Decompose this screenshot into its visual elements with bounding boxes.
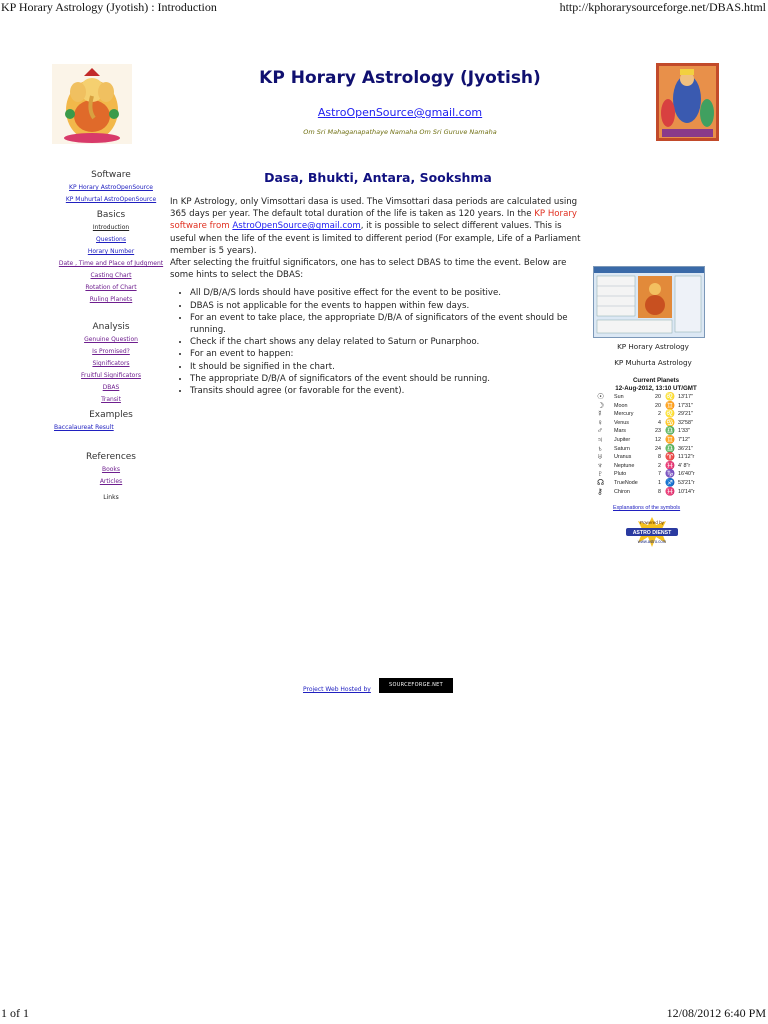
- sidebar-heading-analysis: Analysis: [92, 322, 130, 332]
- zodiac-sign-icon: ♎: [665, 443, 675, 453]
- print-footer-date: 12/08/2012 6:40 PM: [666, 1006, 766, 1020]
- site-title: KP Horary Astrology (Jyotish): [259, 68, 541, 88]
- sidebar-link-casting-chart[interactable]: Casting Chart: [90, 272, 132, 279]
- planet-degree: 4' 8"r: [678, 462, 691, 469]
- intro-paragraph: [170, 196, 582, 257]
- planet-name: Saturn: [614, 445, 630, 452]
- print-footer-page: 1 of 1: [1, 1006, 29, 1020]
- sidebar-nav: [50, 166, 172, 506]
- planet-degree: 11'12"r: [678, 454, 695, 461]
- kp-software-link[interactable]: KP Horary software from: [170, 209, 577, 232]
- print-header-title: KP Horary Astrology (Jyotish) : Introduction: [1, 0, 217, 14]
- zodiac-sign-icon: ♎: [665, 426, 675, 436]
- sidebar-link-ruling-planets[interactable]: Ruling Planets: [89, 296, 133, 303]
- hosted-by-link[interactable]: Project Web Hosted by: [303, 686, 371, 693]
- sidebar-link-fruitful-significators[interactable]: Fruitful Significators: [81, 372, 141, 379]
- planet-degree: 13'17": [678, 394, 693, 400]
- sourceforge-badge[interactable]: SOURCEFORGE.NET: [379, 678, 453, 693]
- print-footer: [0, 1006, 768, 1022]
- planet-symbol-icon: ♀: [597, 417, 603, 427]
- planet-house: 8: [658, 488, 661, 495]
- planet-name: Pluto: [614, 471, 627, 478]
- print-header: [0, 0, 768, 16]
- sidebar-link-is-promised[interactable]: Is Promised?: [92, 348, 130, 355]
- sidebar-links-label: Links: [103, 494, 119, 501]
- site-mantra: Om Sri Mahaganapathaye Namaha Om Sri Guruve Namaha: [303, 128, 497, 136]
- site-email-link[interactable]: AstroOpenSource@gmail.com: [317, 106, 483, 119]
- planet-house: 1: [658, 479, 661, 486]
- planet-degree: 10'14"r: [678, 488, 695, 495]
- planet-symbol-icon: ♇: [597, 469, 603, 479]
- planet-house: 20: [655, 394, 661, 400]
- planet-row: [595, 436, 717, 445]
- planet-symbol-icon: ♄: [597, 443, 603, 453]
- zodiac-sign-icon: ♊: [665, 434, 675, 444]
- planet-house: 2: [658, 462, 661, 469]
- planet-degree: 53'21"r: [678, 479, 695, 486]
- planet-row: [595, 410, 717, 419]
- software-screenshot-image[interactable]: [593, 266, 705, 338]
- planet-name: Mars: [614, 428, 626, 435]
- sidebar-link-dbas[interactable]: DBAS: [102, 384, 120, 391]
- zodiac-sign-icon: ♓: [665, 486, 675, 496]
- page-heading: Dasa, Bhukti, Antara, Sookshma: [264, 170, 492, 185]
- planet-row: [595, 427, 717, 436]
- zodiac-sign-icon: ♈: [665, 452, 675, 462]
- print-header-url: http://kphorarysourceforge.net/DBAS.html: [559, 0, 766, 14]
- astrodienst-badge[interactable]: [620, 517, 684, 547]
- zodiac-sign-icon: ♋: [665, 417, 675, 427]
- planet-degree: 36'21": [678, 445, 693, 452]
- kp-horary-astrology-link[interactable]: KP Horary Astrology: [617, 342, 689, 351]
- planet-degree: 7'12": [678, 436, 690, 443]
- sidebar-link-introduction[interactable]: Introduction: [92, 224, 130, 231]
- sidebar-link-transit[interactable]: Transit: [101, 396, 121, 403]
- planet-house: 2: [658, 411, 661, 418]
- list-item: • DBAS is not applicable for the events to happen within few days.: [190, 300, 582, 312]
- planet-symbol-icon: ⚷: [597, 486, 603, 496]
- zodiac-sign-icon: ♐: [665, 477, 675, 487]
- hints-list: [170, 287, 582, 397]
- planet-degree: 17'31": [678, 402, 693, 409]
- planet-name: Venus: [614, 419, 629, 426]
- planet-name: Mercury: [614, 411, 634, 418]
- sidebar-heading-basics: Basics: [96, 210, 126, 220]
- planet-symbol-icon: ♆: [597, 460, 603, 470]
- sidebar-heading-references: References: [85, 452, 136, 462]
- list-item: • For an event to take place, the appropriate D/B/A of significators of the event should be running.: [190, 312, 582, 336]
- planet-house: 4: [658, 419, 661, 426]
- planet-degree: 1'33": [678, 428, 690, 435]
- zodiac-sign-icon: ♌: [665, 392, 675, 401]
- planet-row: [595, 402, 717, 411]
- planet-row: [595, 462, 717, 471]
- planet-house: 7: [658, 471, 661, 478]
- list-item: • Check if the chart shows any delay related to Saturn or Punarphoo.: [190, 336, 582, 348]
- planet-degree: 29'21": [678, 411, 693, 418]
- planet-row: [595, 445, 717, 454]
- planet-name: Neptune: [614, 462, 635, 469]
- current-planets-panel: [595, 377, 717, 514]
- planet-degree: 16'40"r: [678, 471, 695, 478]
- content-email-link[interactable]: AstroOpenSource@gmail.com: [232, 221, 361, 232]
- planet-row: [595, 393, 717, 402]
- planet-house: 8: [658, 454, 661, 461]
- zodiac-sign-icon: ♌: [665, 409, 675, 419]
- zodiac-sign-icon: ♑: [665, 469, 675, 479]
- kp-muhurta-astrology-link[interactable]: KP Muhurta Astrology: [614, 358, 692, 367]
- planet-symbol-icon: ♃: [597, 434, 603, 444]
- planet-symbol-icon: ☿: [597, 409, 603, 419]
- planet-row: [595, 488, 717, 497]
- sidebar-link-articles[interactable]: Articles: [99, 478, 123, 485]
- sidebar-link-baccalaureat[interactable]: Baccalaureat Result: [54, 424, 114, 431]
- sidebar-link-significators[interactable]: Significators: [92, 360, 130, 367]
- planet-symbol-icon: ☉: [597, 392, 605, 401]
- main-content: [170, 196, 582, 397]
- planet-house: 20: [655, 402, 661, 409]
- sidebar-link-kp-horary[interactable]: KP Horary AstroOpenSource: [69, 184, 153, 191]
- planet-house: 23: [655, 428, 661, 435]
- planet-row: [595, 419, 717, 428]
- explanations-link[interactable]: Explanations of the symbols: [613, 505, 681, 512]
- list-item: • For an event to happen:: [190, 348, 582, 360]
- list-item: • All D/B/A/S lords should have positive effect for the event to be positive.: [190, 287, 582, 299]
- sidebar-link-genuine-question[interactable]: Genuine Question: [84, 336, 138, 343]
- powered-top: Powered by: [640, 520, 664, 525]
- powered-brand: ASTRO DIENST: [632, 530, 672, 536]
- sidebar-link-books[interactable]: Books: [101, 466, 121, 473]
- planet-name: Uranus: [614, 454, 632, 461]
- sidebar-heading-software: Software: [91, 170, 131, 180]
- sidebar-heading-examples: Examples: [89, 410, 133, 420]
- planet-symbol-icon: ♂: [597, 426, 603, 436]
- planet-symbol-icon: ☊: [597, 477, 605, 487]
- planet-name: Sun: [614, 394, 624, 400]
- planet-row: [595, 453, 717, 462]
- list-item: • Transits should agree (or favorable for the event).: [190, 385, 582, 397]
- ganesh-image: [52, 64, 132, 144]
- sidebar-link-kp-muhurtal[interactable]: KP Muhurtal AstroOpenSource: [65, 196, 157, 203]
- planet-symbol-icon: ☽: [597, 400, 605, 410]
- intro-text-a: In KP Astrology, only Vimsottari dasa is used. The Vimsottari dasa periods are calculated using 365 days per year. The default total duration of the life is taken as 120 years. In the: [170, 197, 578, 220]
- planet-degree: 32'58": [678, 419, 693, 426]
- dbas-paragraph: After selecting the fruitful significators, one has to select DBAS to time the event. Below are some hints to select the DBAS:: [170, 258, 567, 281]
- planet-symbol-icon: ♅: [597, 452, 603, 462]
- planet-house: 12: [655, 436, 661, 443]
- intro-text-b: , it is possible to select different values. This is useful when the life of the event is limited to different period (For example, Life of a Parliament member is 5 years).: [170, 221, 581, 256]
- planet-name: Moon: [614, 402, 628, 409]
- zodiac-sign-icon: ♊: [665, 400, 675, 410]
- planet-house: 24: [655, 445, 661, 452]
- zodiac-sign-icon: ♓: [665, 460, 675, 470]
- sidebar-link-date-time-place[interactable]: Date , Time and Place of Judgment: [58, 260, 164, 267]
- sidebar-link-rotation-chart[interactable]: Rotation of Chart: [85, 284, 137, 291]
- planet-name: Chiron: [614, 488, 630, 495]
- planet-name: TrueNode: [614, 479, 638, 486]
- planets-date: 12-Aug-2012, 13:10 UT/GMT: [615, 385, 697, 392]
- deity-image: [656, 63, 719, 141]
- list-item: • The appropriate D/B/A of significators of the event should be running.: [190, 373, 582, 385]
- sidebar-link-questions[interactable]: Questions: [96, 236, 126, 243]
- planets-title: Current Planets: [632, 377, 680, 384]
- planet-name: Jupiter: [614, 436, 631, 443]
- planet-row: [595, 479, 717, 488]
- list-item: • It should be signified in the chart.: [190, 361, 582, 373]
- sidebar-link-horary-number[interactable]: Horary Number: [87, 248, 135, 255]
- powered-url: www.astro.com: [637, 539, 667, 544]
- planet-row: [595, 470, 717, 479]
